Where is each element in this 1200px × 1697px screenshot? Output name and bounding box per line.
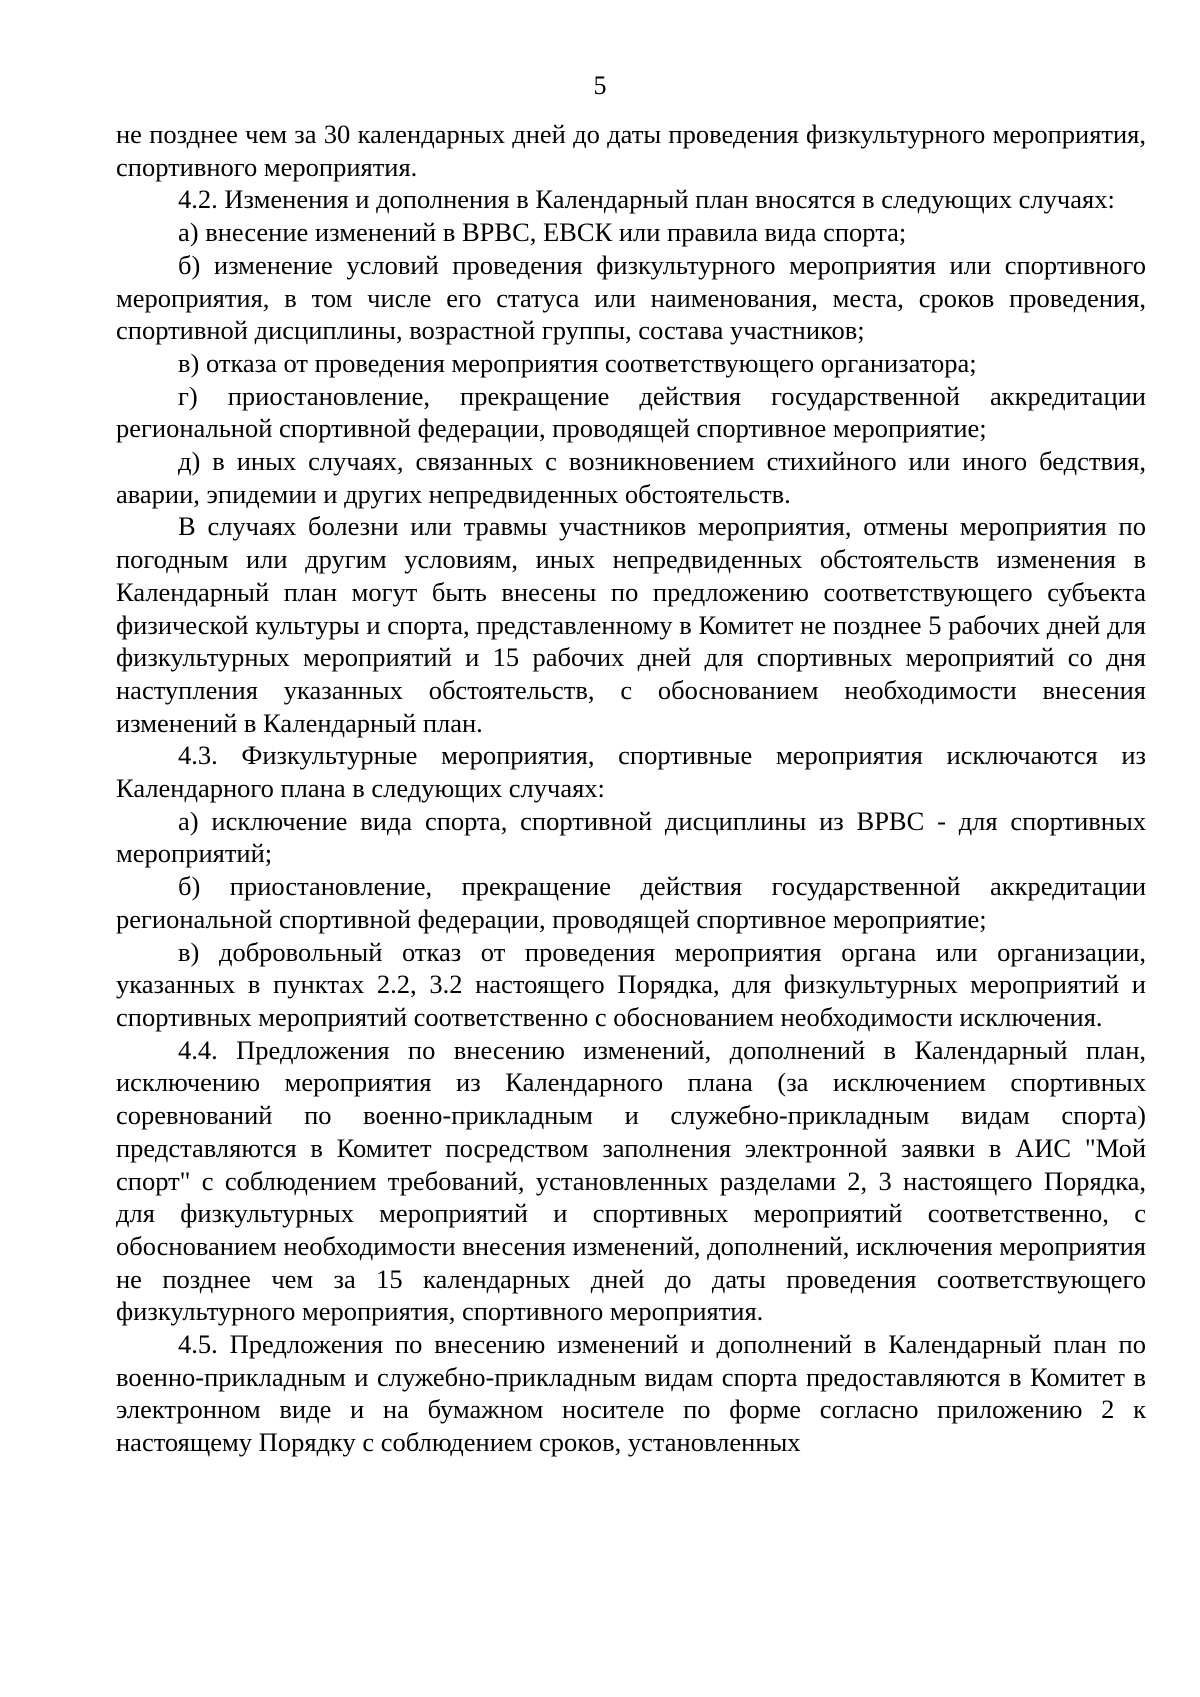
paragraph: д) в иных случаях, связанных с возникновением стихийного или иного бедствия, аварии, эпидемии и других непредвиденных обстоятельств. (116, 446, 1146, 509)
paragraph: б) приостановление, прекращение действия государственной аккредитации региональной спортивной федерации, проводящей спортивное мероприятие; (116, 871, 1146, 934)
paragraph: 4.2. Изменения и дополнения в Календарный план вносятся в следующих случаях: (178, 184, 1115, 215)
paragraph: г) приостановление, прекращение действия государственной аккредитации региональной спортивной федерации, проводящей спортивное мероприятие; (116, 380, 1146, 444)
paragraph: 4.5. Предложения по внесению изменений и дополнений в Календарный план по военно-прикладным и служебно-прикладным видам спорта предоставляются в Комитет в электронном виде и на бумажном носителе по форме согласно приложению 2 к настоящему Порядку с соблюдением сроков, установленных (116, 1329, 1146, 1458)
paragraph: б) изменение условий проведения физкультурного мероприятия или спортивного мероприятия, в том числе его статуса или наименования, места, сроков проведения, спортивной дисциплины, возрастной группы, состава участников; (116, 249, 1146, 346)
paragraph: не позднее чем за 30 календарных дней до даты проведения физкультурного мероприятия, спортивного мероприятия. (116, 119, 1146, 182)
page-number: 5 (593, 71, 607, 100)
paragraph: в) добровольный отказ от проведения мероприятия органа или организации, указанных в пунктах 2.2, 3.2 настоящего Порядка, для физкультурных мероприятий и спортивных мероприятий соответственно с обоснованием необходимости исключения. (116, 936, 1146, 1032)
document-body (116, 118, 1146, 1459)
paragraph: 4.4. Предложения по внесению изменений, дополнений в Календарный план, исключению мероприятия из Календарного плана (за исключением спортивных соревнований по военно-прикладным и служебно-прикладным видам спорта) представляются в Комитет посредством заполнения электронной заявки в АИС "Мой спорт" с соблюдением требований, установленных разделами 2, 3 настоящего Порядка, для физкультурных мероприятий и спортивных мероприятий соответственно, с обоснованием необходимости внесения изменений, дополнений, исключения мероприятия не позднее чем за 15 календарных дней до даты проведения соответствующего физкультурного мероприятия, спортивного мероприятия. (116, 1034, 1146, 1327)
paragraph: а) внесение изменений в ВРВС, ЕВСК или правила вида спорта; (178, 217, 907, 248)
paragraph: 4.3. Физкультурные мероприятия, спортивные мероприятия исключаются из Календарного плана в следующих случаях: (116, 740, 1146, 804)
paragraph: в) отказа от проведения мероприятия соответствующего организатора; (178, 347, 977, 378)
paragraph: а) исключение вида спорта, спортивной дисциплины из ВРВС - для спортивных мероприятий; (116, 805, 1146, 869)
paragraph: В случаях болезни или травмы участников мероприятия, отмены мероприятия по погодным или другим условиям, иных непредвиденных обстоятельств изменения в Календарный план могут быть внесены по предложению соответствующего субъекта физической культуры и спорта, представленному в Комитет не позднее 5 рабочих дней для физкультурных мероприятий и 15 рабочих дней для спортивных мероприятий со дня наступления указанных обстоятельств, с обоснованием необходимости внесения изменений в Календарный план. (116, 511, 1146, 738)
